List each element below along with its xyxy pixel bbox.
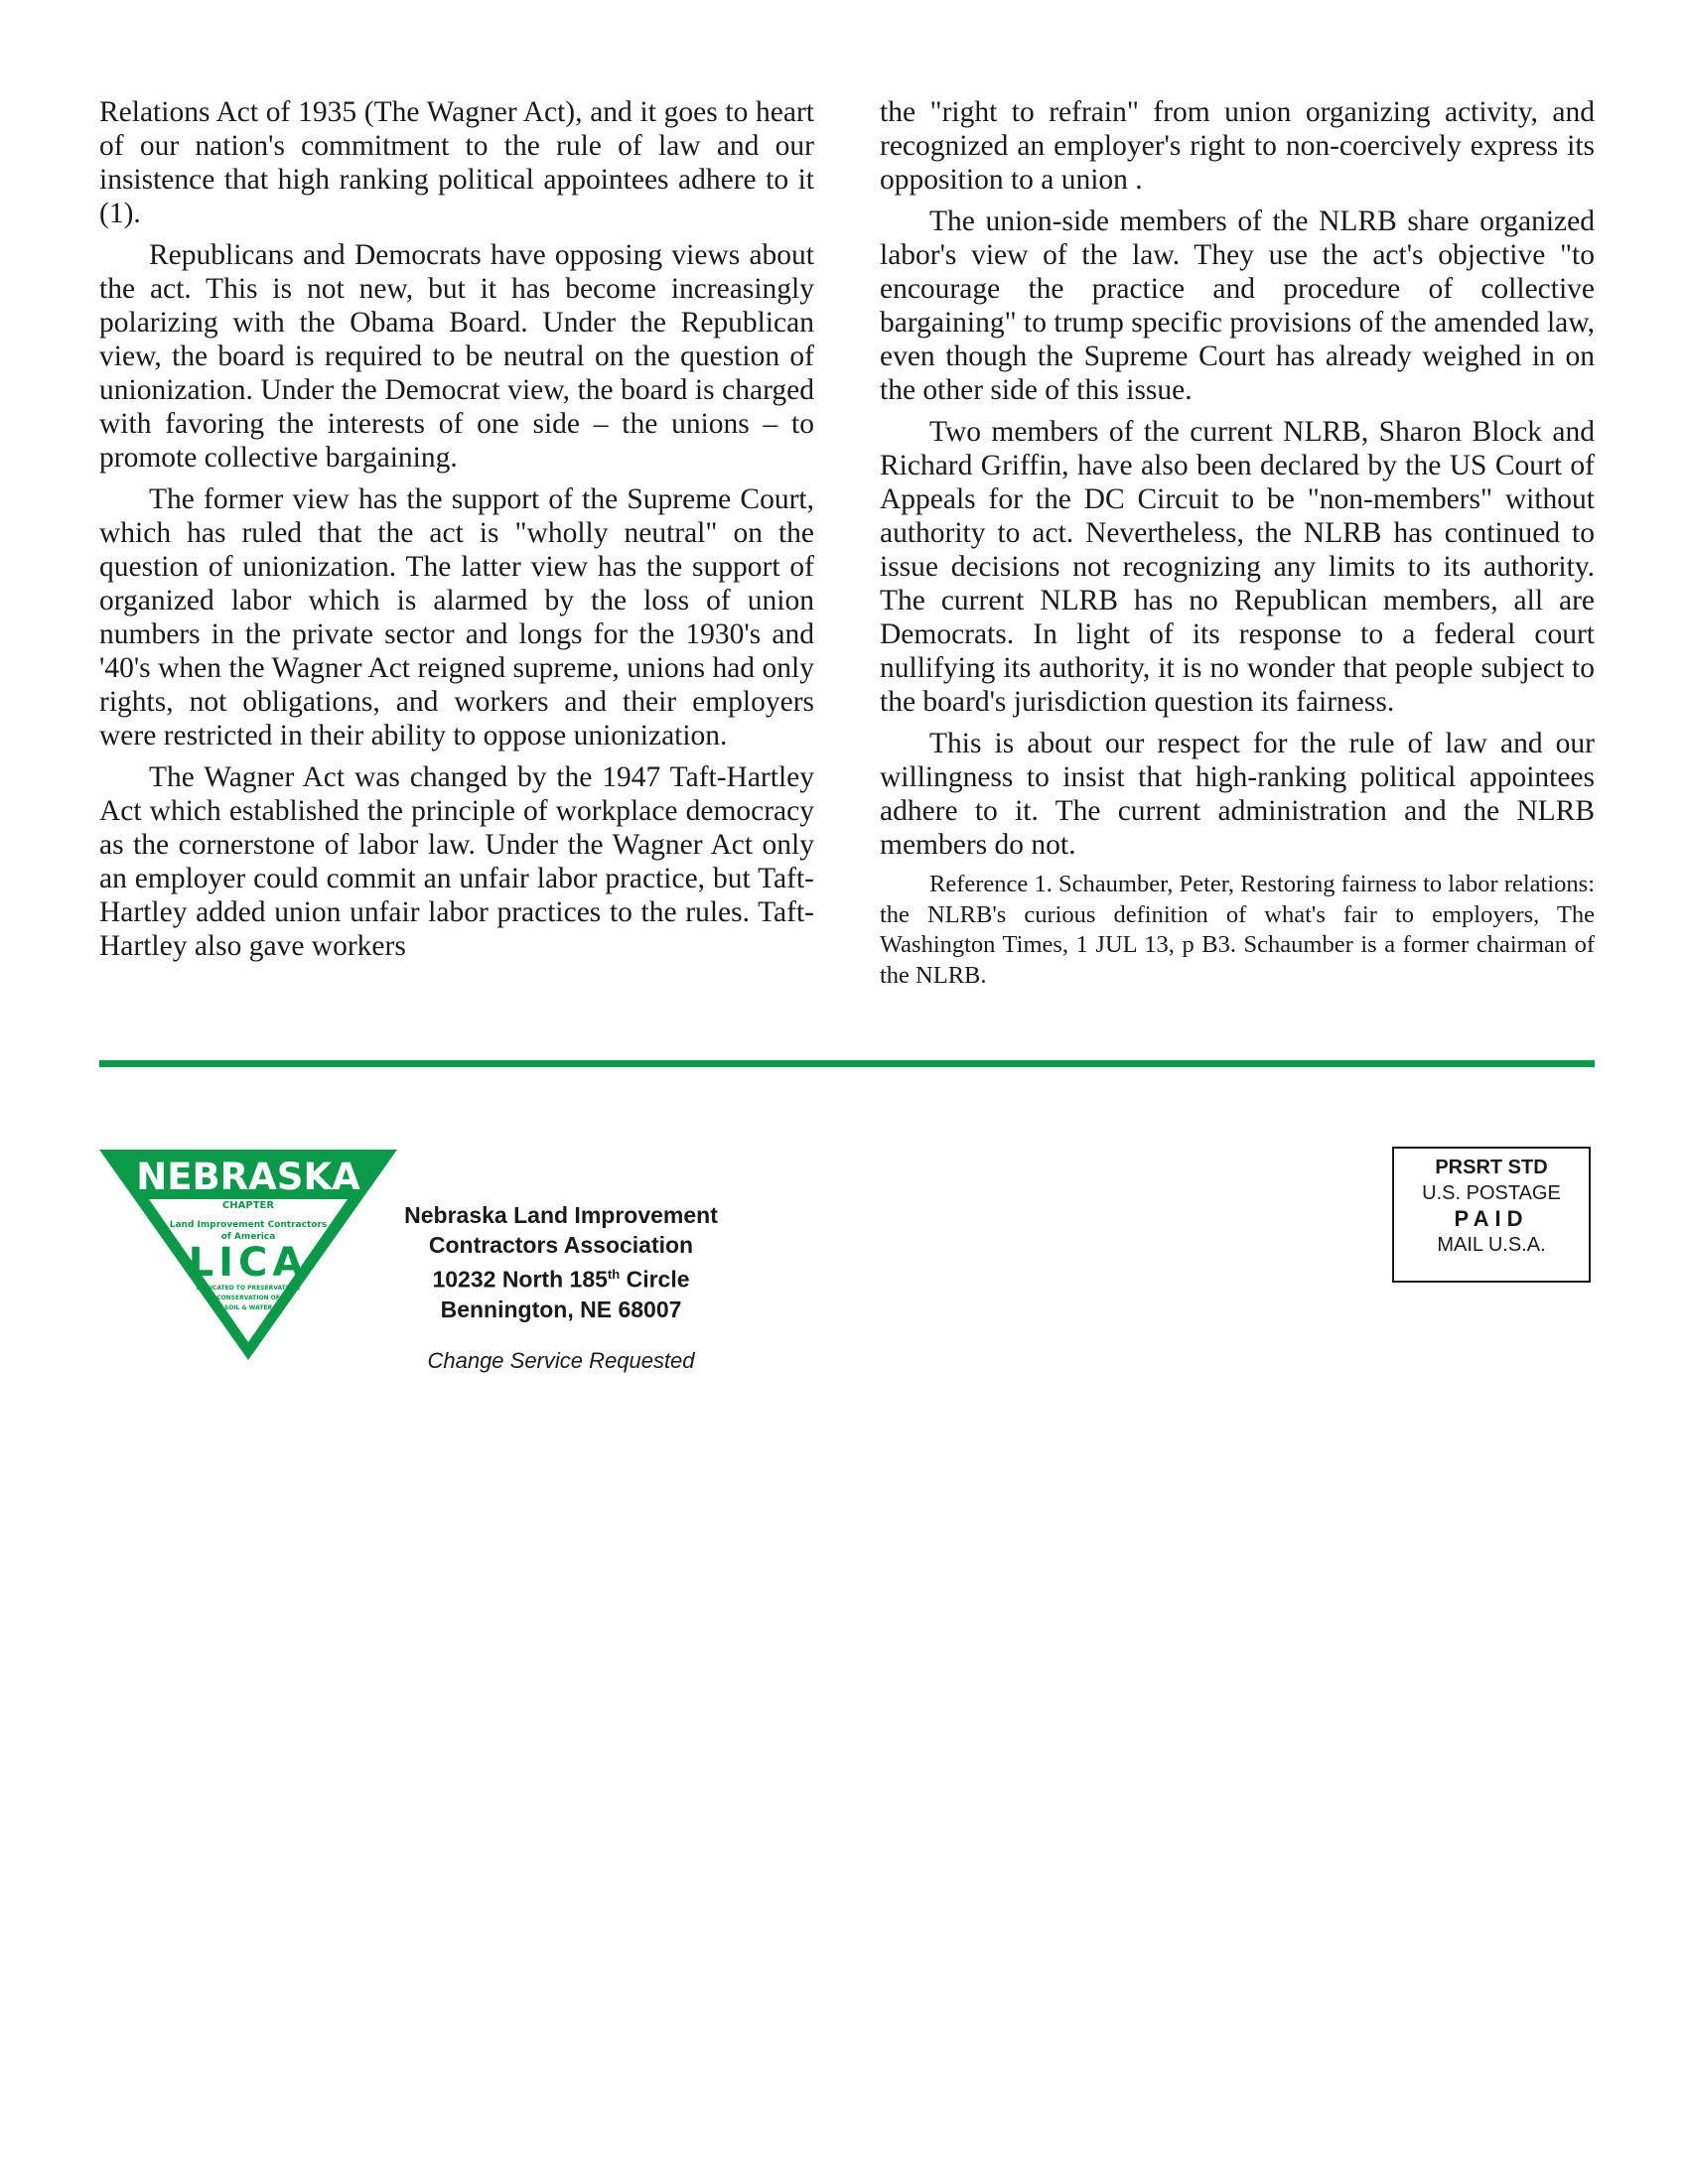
org-name-line-1: Nebraska Land Improvement (404, 1202, 718, 1228)
street-name: Circle (620, 1266, 690, 1293)
paragraph: the "right to refrain" from union organizing activity, and recognized an employer's right to non-coercively express its opposition to a union . (880, 96, 1595, 196)
paragraph: Relations Act of 1935 (The Wagner Act), and it goes to heart of our nation's commitment to the rule of law and our insistence that high ranking political appointees adhere to it (1). (99, 96, 814, 229)
article-right-column (880, 95, 1595, 999)
logo-nebraska-text: NEBRASKA (136, 1156, 360, 1198)
postage-label: U.S. POSTAGE (1422, 1182, 1561, 1204)
logo-motto-line-3: SOIL & WATER (223, 1304, 273, 1311)
change-service-requested: Change Service Requested (427, 1348, 695, 1373)
section-divider (99, 1060, 1595, 1067)
logo-subtitle-line-2: of America (220, 1232, 276, 1242)
paragraph: Two members of the current NLRB, Sharon Block and Richard Griffin, have also been declared by the US Court of Appeals for the DC Circuit to be "non-members" without authority to act. Nevertheless, the NLRB has continued to issue decisions not recognizing any limits to its authority. The current NLRB has no Republican members, all are Democrats. In light of its response to a federal court nullifying its authority, it is no wonder that people subject to the board's jurisdiction question its fairness. (880, 416, 1595, 718)
article-left-column (99, 95, 814, 971)
postage-origin: MAIL U.S.A. (1437, 1234, 1546, 1256)
city-state-zip: Bennington, NE 68007 (440, 1296, 682, 1322)
postage-paid: PAID (1454, 1206, 1529, 1231)
paragraph: The Wagner Act was changed by the 1947 Taft-Hartley Act which established the principle of workplace democracy as the cornerstone of labor law. Under the Wagner Act only an employer could commit an unfair labor practice, but Taft-Hartley added union unfair labor practices to the rules. Taft-Hartley also gave workers (99, 761, 814, 962)
paragraph: This is about our respect for the rule of law and our willingness to insist that high-ranking political appointees adhere to it. The current administration and the NLRB members do not. (880, 728, 1595, 861)
paragraph: The union-side members of the NLRB share organized labor's view of the law. They use the act's objective "to encourage the practice and procedure of collective bargaining" to trump specific provisions of the amended law, even though the Supreme Court has already weighed in on the other side of this issue. (880, 205, 1595, 406)
ordinal-suffix: th (607, 1267, 621, 1282)
paragraph: Republicans and Democrats have opposing views about the act. This is not new, but it has become increasingly polarizing with the Obama Board. Under the Republican view, the board is required to be neutral on the question of unionization. Under the Democrat view, the board is charged with favoring the interests of one side – the unions – to promote collective bargaining. (99, 239, 814, 474)
org-name-line-2: Contractors Association (428, 1232, 694, 1258)
reference-note: Reference 1. Schaumber, Peter, Restoring fairness to labor relations: the NLRB's curious definition of what's fair to employers, The Washington Times, 1 JUL 13, p B3. Schaumber is a former chairman of the NLRB. (880, 871, 1595, 989)
postage-class: PRSRT STD (1435, 1157, 1548, 1178)
return-address (401, 1200, 721, 1324)
postage-indicia (1392, 1147, 1591, 1283)
logo-subtitle-line-1: Land Improvement Contractors (169, 1220, 328, 1230)
street-address (401, 1260, 721, 1295)
logo-motto-line-2: CONSERVATION OF (216, 1295, 280, 1301)
nebraska-lica-logo (97, 1146, 399, 1362)
logo-motto-line-1: DEDICATED TO PRESERVATION, (196, 1285, 301, 1292)
street-number: 10232 North 185 (432, 1266, 608, 1293)
logo-lica-text: LICA (188, 1240, 309, 1286)
logo-chapter-text: CHAPTER (221, 1200, 275, 1211)
paragraph: The former view has the support of the Supreme Court, which has ruled that the act is "wholly neutral" on the question of unionization. The latter view has the support of organized labor which is alarmed by the loss of union numbers in the private sector and longs for the 1930's and '40's when the Wagner Act reigned supreme, unions had only rights, not obligations, and workers and their employers were restricted in their ability to oppose unionization. (99, 483, 814, 751)
